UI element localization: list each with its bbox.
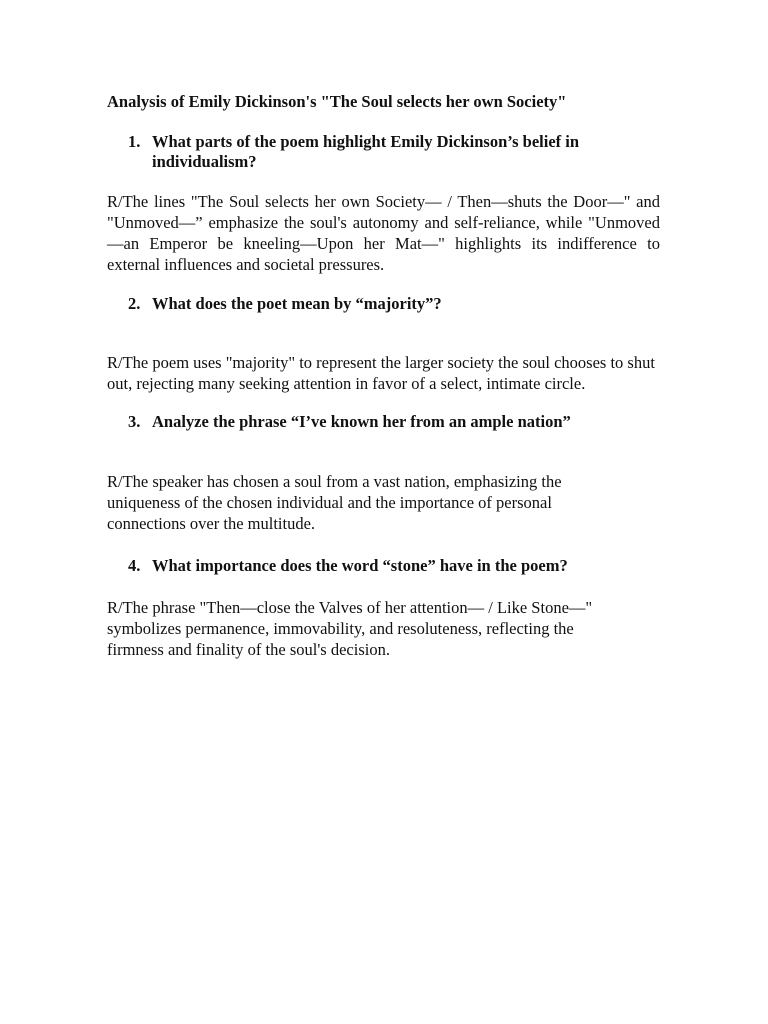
question-number: 1. <box>128 132 141 151</box>
question-text: What does the poet mean by “majority”? <box>152 294 442 313</box>
question-3 <box>128 412 648 432</box>
question-text: Analyze the phrase “I’ve known her from an ample nation” <box>152 412 571 431</box>
question-1 <box>128 132 648 172</box>
question-text: What importance does the word “stone” have in the poem? <box>152 556 568 575</box>
answer-4: R/The phrase "Then—close the Valves of her attention— / Like Stone—" symbolizes permanence, immovability, and resoluteness, reflecting the firmness and finality of the soul's decision. <box>107 598 593 659</box>
answer-1: R/The lines "The Soul selects her own Society— / Then—shuts the Door—" and "Unmoved—” emphasize the soul's autonomy and self-reliance, while "Unmoved—an Emperor be kneeling—Upon her Mat—" highlights its indifference to external influences and societal pressures. <box>107 192 660 274</box>
answer-3: R/The speaker has chosen a soul from a vast nation, emphasizing the uniqueness of the chosen individual and the importance of personal connections over the multitude. <box>107 472 562 533</box>
question-number: 4. <box>128 556 141 575</box>
question-text: What parts of the poem highlight Emily Dickinson’s belief in individualism? <box>152 132 580 171</box>
document-title: Analysis of Emily Dickinson's "The Soul selects her own Society" <box>107 92 567 111</box>
question-4 <box>128 556 648 576</box>
question-2 <box>128 294 648 314</box>
question-number: 3. <box>128 412 141 431</box>
question-number: 2. <box>128 294 141 313</box>
answer-2: R/The poem uses "majority" to represent the larger society the soul chooses to shut out, rejecting many seeking attention in favor of a select, intimate circle. <box>107 353 655 393</box>
